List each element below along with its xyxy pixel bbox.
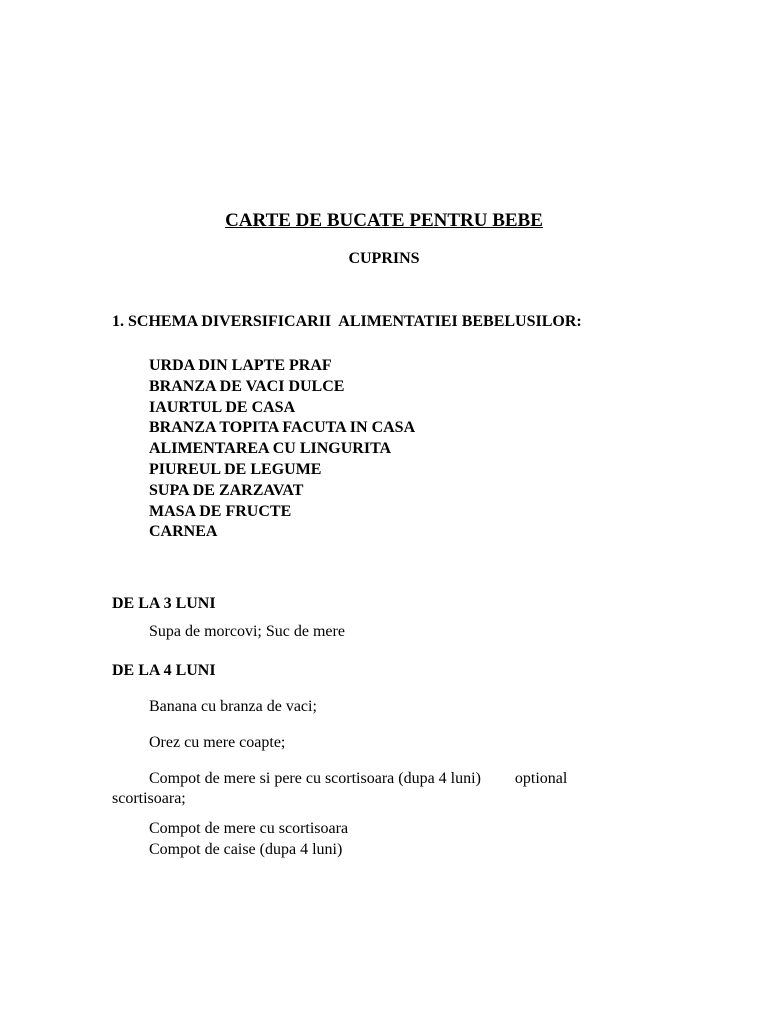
section-1-heading: 1. SCHEMA DIVERSIFICARII ALIMENTATIEI BEBELUSILOR: — [112, 313, 582, 330]
recipe-line: Supa de morcovi; Suc de mere — [149, 623, 345, 640]
recipe-line: Compot de caise (dupa 4 luni) — [149, 841, 343, 858]
list-item: BRANZA DE VACI DULCE — [149, 377, 345, 395]
document-title: CARTE DE BUCATE PENTRU BEBE — [225, 210, 543, 231]
list-item: CARNEA — [149, 523, 218, 541]
list-item: IAURTUL DE CASA — [149, 398, 296, 416]
list-item: MASA DE FRUCTE — [149, 502, 292, 520]
recipe-line-note: optional — [514, 770, 568, 787]
list-item: ALIMENTAREA CU LINGURITA — [149, 440, 392, 458]
list-item: SUPA DE ZARZAVAT — [149, 481, 304, 499]
recipe-line-main: Compot de mere si pere cu scortisoara (dupa 4 luni) — [149, 770, 481, 787]
contents-heading: CUPRINS — [348, 250, 420, 267]
list-item: BRANZA TOPITA FACUTA IN CASA — [149, 419, 416, 437]
recipe-line: Banana cu branza de vaci; — [149, 698, 317, 715]
list-item: PIUREUL DE LEGUME — [149, 460, 322, 478]
recipe-line: Compot de mere cu scortisoara — [149, 820, 349, 837]
list-item: URDA DIN LAPTE PRAF — [149, 357, 332, 374]
recipe-line: Orez cu mere coapte; — [149, 734, 286, 751]
section-1-list — [149, 356, 415, 543]
age-4-months-heading: DE LA 4 LUNI — [112, 662, 216, 679]
recipe-line-continuation: scortisoara; — [112, 790, 186, 807]
age-3-months-heading: DE LA 3 LUNI — [112, 595, 216, 612]
recipe-line-wrapped — [112, 769, 632, 809]
